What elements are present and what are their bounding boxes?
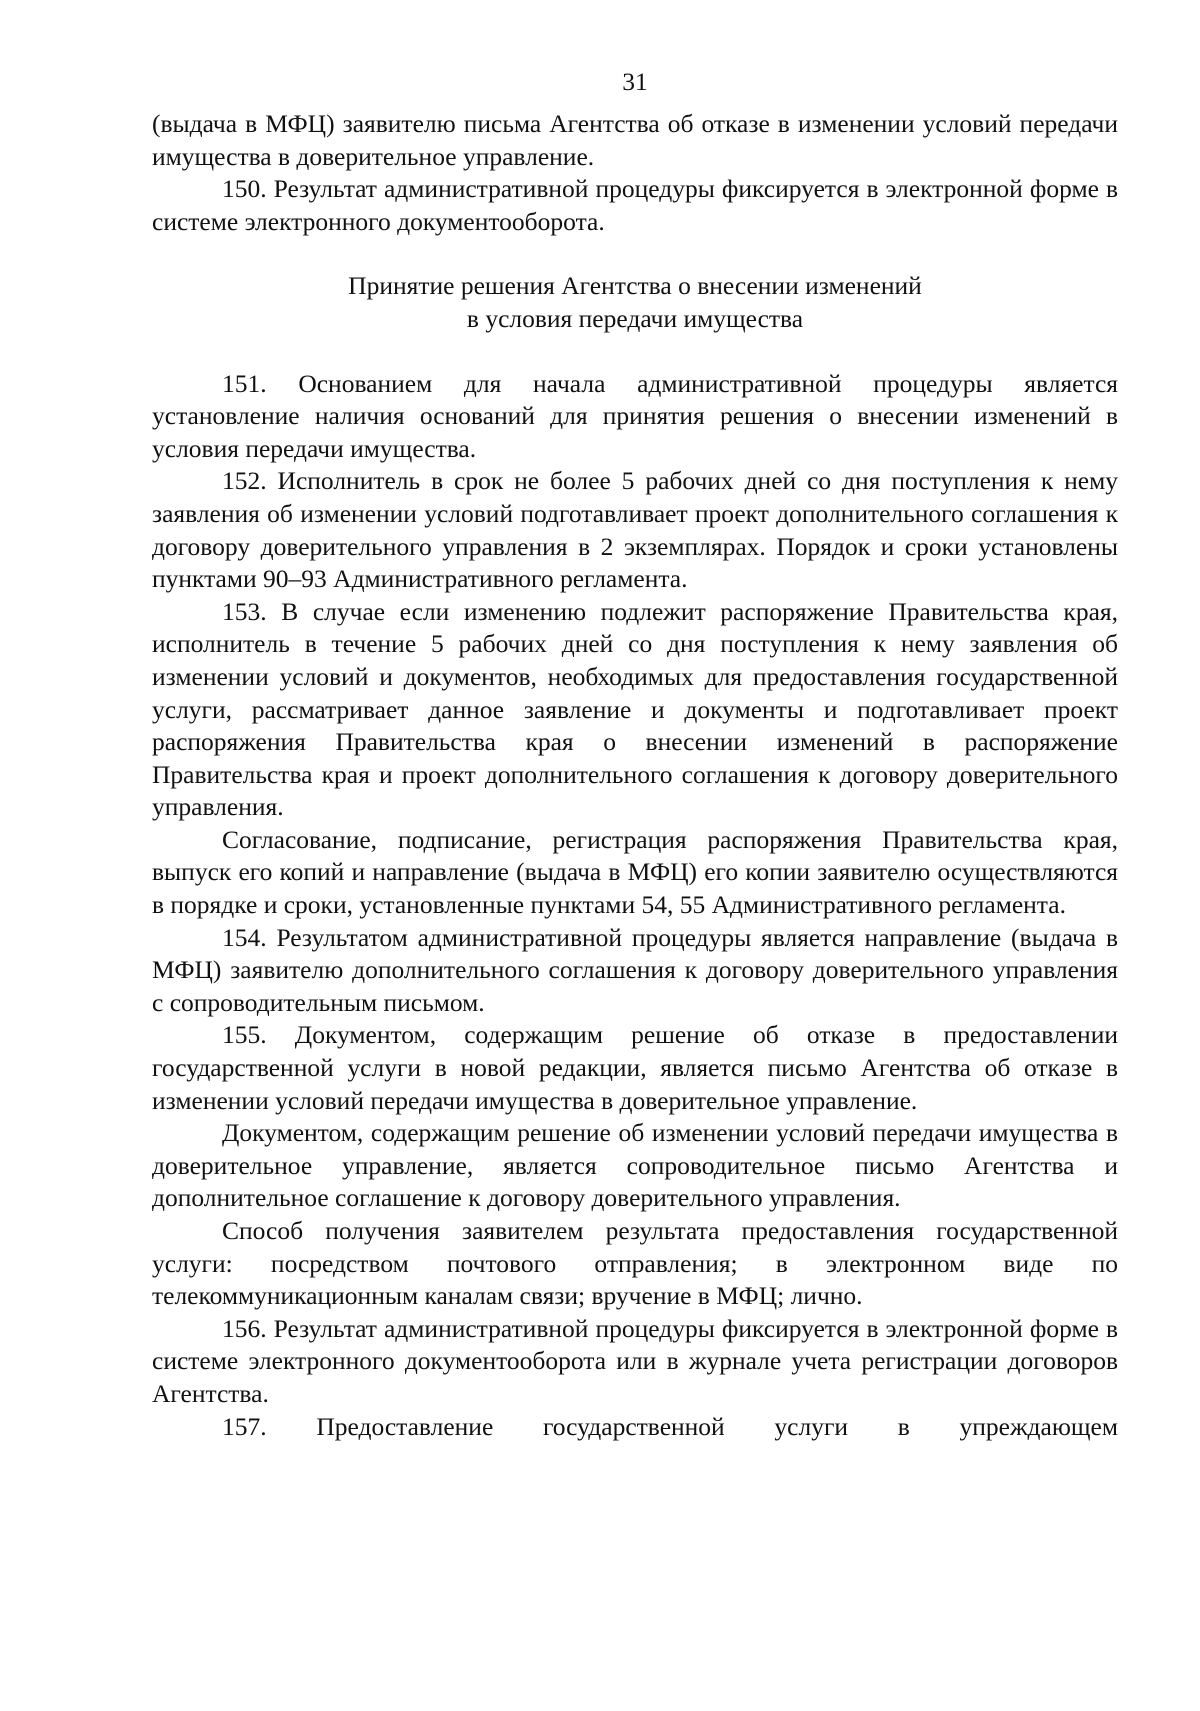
paragraph-153: 153. В случае если изменению подлежит распоряжение Правительства края, исполнитель в течение 5 рабочих дней со дня поступления к нему заявления об изменении условий и документов, необходимых для предоставления государственной услуги, рассматривает данное заявление и документы и подготавливает проект распоряжения Правительства края о внесении изменений в распоряжение Правительства края и проект дополнительного соглашения к договору доверительного управления.	[152, 596, 1118, 822]
paragraph-155-decision: Документом, содержащим решение об изменении условий передачи имущества в доверительное управление, является сопроводительное письмо Агентства и дополнительное соглашение к договору доверительного управления.	[152, 1118, 1118, 1213]
paragraph-155: 155. Документом, содержащим решение об отказе в предоставлении государственной услуги в новой редакции, является письмо Агентства об отказе в изменении условий передачи имущества в доверительное управление.	[152, 1020, 1118, 1115]
paragraph-151: 151. Основанием для начала административной процедуры является установление наличия оснований для принятия решения о внесении изменений в условия передачи имущества.	[152, 368, 1118, 463]
section-heading-line-2: в условия передачи имущества	[466, 303, 804, 333]
paragraph-155-method: Способ получения заявителем результата предоставления государственной услуги: посредством почтового отправления; в электронном виде по телекоммуникационным каналам связи; вручение в МФЦ; лично.	[152, 1216, 1118, 1311]
section-heading-line-1: Принятие решения Агентства о внесении изменений	[348, 271, 922, 301]
section-heading	[152, 270, 1118, 335]
paragraph-152: 152. Исполнитель в срок не более 5 рабочих дней со дня поступления к нему заявления об изменении условий подготавливает проект дополнительного соглашения к договору доверительного управления в 2 экземплярах. Порядок и сроки установлены пунктами 90–93 Административного регламента.	[152, 466, 1118, 594]
paragraph-157: 157. Предоставление государственной услуги в упреждающем	[222, 1411, 1118, 1441]
document-page	[152, 62, 1118, 1443]
paragraph-continuation: (выдача в МФЦ) заявителю письма Агентства об отказе в изменении условий передачи имущества в доверительное управление.	[152, 109, 1118, 171]
paragraph-154: 154. Результатом административной процедуры является направление (выдача в МФЦ) заявителю дополнительного соглашения к договору доверительного управления с сопроводительным письмом.	[152, 922, 1118, 1017]
paragraph-153-approval: Согласование, подписание, регистрация распоряжения Правительства края, выпуск его копий и направление (выдача в МФЦ) его копии заявителю осуществляются в порядке и сроки, установленные пунктами 54, 55 Административного регламента.	[152, 824, 1118, 920]
paragraph-150: 150. Результат административной процедуры фиксируется в электронной форме в системе электронного документооборота.	[152, 174, 1118, 236]
page-number: 31	[622, 67, 648, 96]
paragraph-156: 156. Результат административной процедуры фиксируется в электронной форме в системе электронного документооборота или в журнале учета регистрации договоров Агентства.	[152, 1313, 1118, 1408]
